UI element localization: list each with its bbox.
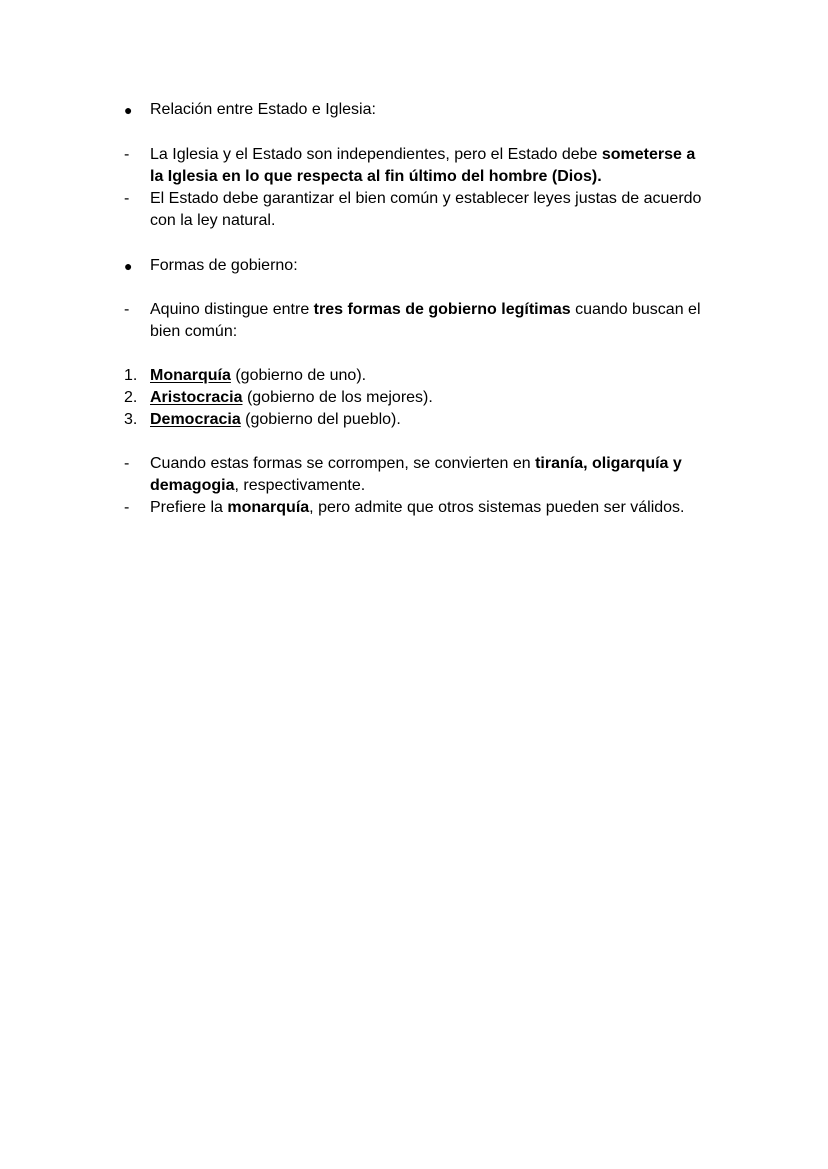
item-text (150, 497, 684, 519)
item-text (150, 409, 401, 431)
item-text: bien común: (150, 323, 238, 340)
item-text (150, 453, 682, 475)
item-text (150, 387, 433, 409)
section-heading-church-state (0, 99, 828, 121)
bullet-marker: ● (124, 102, 133, 118)
list-item (0, 188, 828, 210)
numbered-item (0, 387, 828, 409)
list-item (0, 299, 828, 321)
item-text (150, 365, 366, 387)
item-text-bold: monarquía (227, 499, 310, 516)
form-description: (gobierno de los mejores). (242, 389, 433, 406)
list-item-continuation (0, 166, 828, 188)
heading-text: Relación entre Estado e Iglesia: (150, 101, 376, 118)
list-item-continuation (0, 475, 828, 497)
item-text: El Estado debe garantizar el bien común y establecer leyes justas de acuerdo (150, 190, 702, 207)
item-text-bold: tres formas de gobierno legítimas (313, 301, 571, 318)
heading-text: Formas de gobierno: (150, 257, 298, 274)
form-description: (gobierno de uno). (230, 367, 367, 384)
numbered-item (0, 409, 828, 431)
item-text-plain: , respectivamente. (234, 477, 366, 494)
form-description: (gobierno del pueblo). (240, 411, 401, 428)
list-item-continuation (0, 321, 828, 343)
item-text-plain: La Iglesia y el Estado son independientes, pero el Estado debe (150, 146, 602, 163)
item-text (150, 166, 602, 188)
item-text-bold: la Iglesia en lo que respecta al fin último del hombre (Dios). (150, 168, 602, 185)
dash-marker: - (124, 190, 130, 207)
list-item (0, 497, 828, 519)
item-text-bold: demagogia (150, 477, 235, 494)
number-marker: 3. (124, 411, 138, 428)
dash-marker: - (124, 455, 130, 472)
item-text (150, 299, 701, 321)
bullet-marker: ● (124, 258, 133, 274)
list-item (0, 144, 828, 166)
section-heading-forms-of-government (0, 255, 828, 277)
item-text-bold: someterse a (601, 146, 696, 163)
form-name: Monarquía (150, 367, 231, 384)
form-name: Aristocracia (150, 389, 243, 406)
item-text-plain: , pero admite que otros sistemas pueden ser válidos. (309, 499, 685, 516)
item-text-bold: tiranía, oligarquía y (535, 455, 682, 472)
list-item (0, 453, 828, 475)
numbered-item (0, 365, 828, 387)
item-text-plain: Prefiere la (150, 499, 228, 516)
item-text: con la ley natural. (150, 212, 276, 229)
item-text-plain: Cuando estas formas se corrompen, se convierten en (150, 455, 536, 472)
dash-marker: - (124, 499, 130, 516)
form-name: Democracia (150, 411, 241, 428)
number-marker: 1. (124, 367, 138, 384)
item-text-plain: Aquino distingue entre (150, 301, 314, 318)
item-text-plain: cuando buscan el (570, 301, 701, 318)
dash-marker: - (124, 301, 130, 318)
dash-marker: - (124, 146, 130, 163)
item-text (150, 475, 365, 497)
list-item-continuation (0, 210, 828, 232)
number-marker: 2. (124, 389, 138, 406)
item-text (150, 144, 695, 166)
